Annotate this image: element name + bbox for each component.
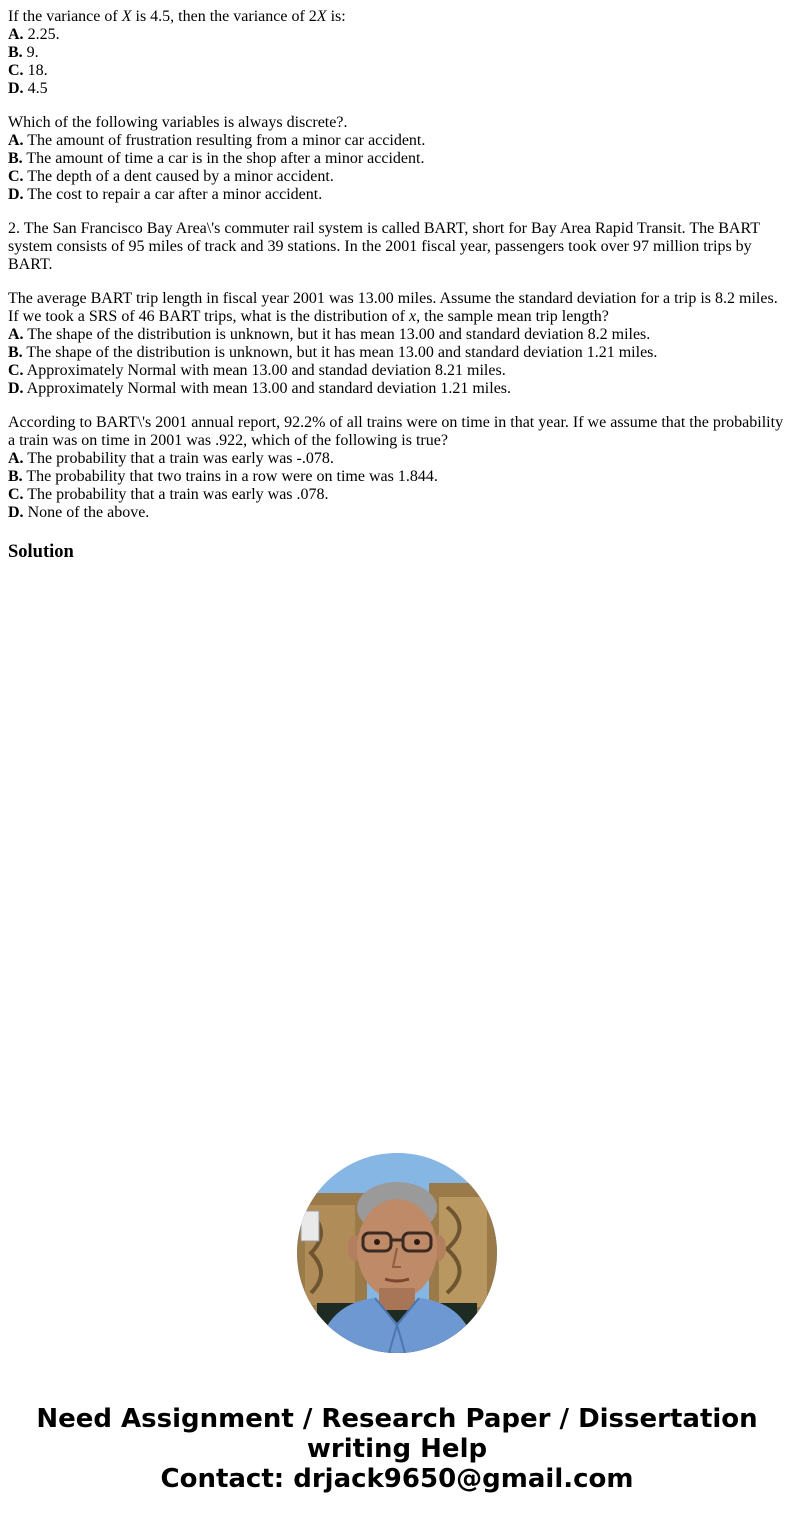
option-c: C. The probability that a train was early was .078. (8, 486, 329, 503)
option-c: C. The depth of a dent caused by a minor accident. (8, 168, 334, 185)
footer-contact-line: Contact: drjack9650@gmail.com (160, 1464, 634, 1494)
question-stem: Which of the following variables is always discrete?. (8, 114, 348, 131)
option-d: D. Approximately Normal with mean 13.00 and standard deviation 1.21 miles. (8, 380, 512, 397)
option-c: C. 18. (8, 62, 48, 79)
question-discrete (8, 114, 786, 204)
question-stem: The average BART trip length in fiscal year 2001 was 13.00 miles. Assume the standard deviation for a trip is 8.2 miles. If we took a SRS of 46 BART trips, what is the distribution of x, the sample mean trip length? (8, 290, 778, 325)
option-d: D. 4.5 (8, 80, 48, 97)
option-b: B. The amount of time a car is in the shop after a minor accident. (8, 150, 425, 167)
option-c: C. Approximately Normal with mean 13.00 and standad deviation 8.21 miles. (8, 362, 506, 379)
bart-intro-paragraph: 2. The San Francisco Bay Area\'s commuter rail system is called BART, short for Bay Area Rapid Transit. The BART system consists of 95 miles of track and 39 stations. In the 2001 fiscal year, passengers took over 97 million trips by BART. (8, 220, 760, 273)
footer-contact-banner (0, 1404, 794, 1494)
footer-line-2: writing Help (306, 1434, 488, 1464)
tutor-avatar (297, 1153, 497, 1353)
option-d: D. The cost to repair a car after a minor accident. (8, 186, 323, 203)
option-b: B. The probability that two trains in a row were on time was 1.844. (8, 468, 438, 485)
question-variance (8, 8, 786, 98)
question-stem: According to BART\'s 2001 annual report, 92.2% of all trains were on time in that year. If we assume that the probability a train was on time in 2001 was .922, which of the following is true? (8, 414, 784, 449)
option-a: A. The amount of frustration resulting from a minor car accident. (8, 132, 426, 149)
solution-heading: Solution (8, 542, 74, 562)
option-b: B. The shape of the distribution is unknown, but it has mean 13.00 and standard deviation 1.21 miles. (8, 344, 658, 361)
option-d: D. None of the above. (8, 504, 150, 521)
question-bart-trip-length (8, 290, 786, 398)
option-a: A. The probability that a train was early was -.078. (8, 450, 334, 467)
question-stem: If the variance of X is 4.5, then the variance of 2X is: (8, 8, 346, 25)
question-bart-on-time (8, 414, 786, 522)
option-a: A. 2.25. (8, 26, 60, 43)
option-a: A. The shape of the distribution is unknown, but it has mean 13.00 and standard deviation 8.2 miles. (8, 326, 651, 343)
document-body (8, 8, 786, 563)
footer-line-1: Need Assignment / Research Paper / Dissertation (36, 1404, 758, 1434)
tutor-photo-icon (297, 1153, 497, 1353)
option-b: B. 9. (8, 44, 39, 61)
